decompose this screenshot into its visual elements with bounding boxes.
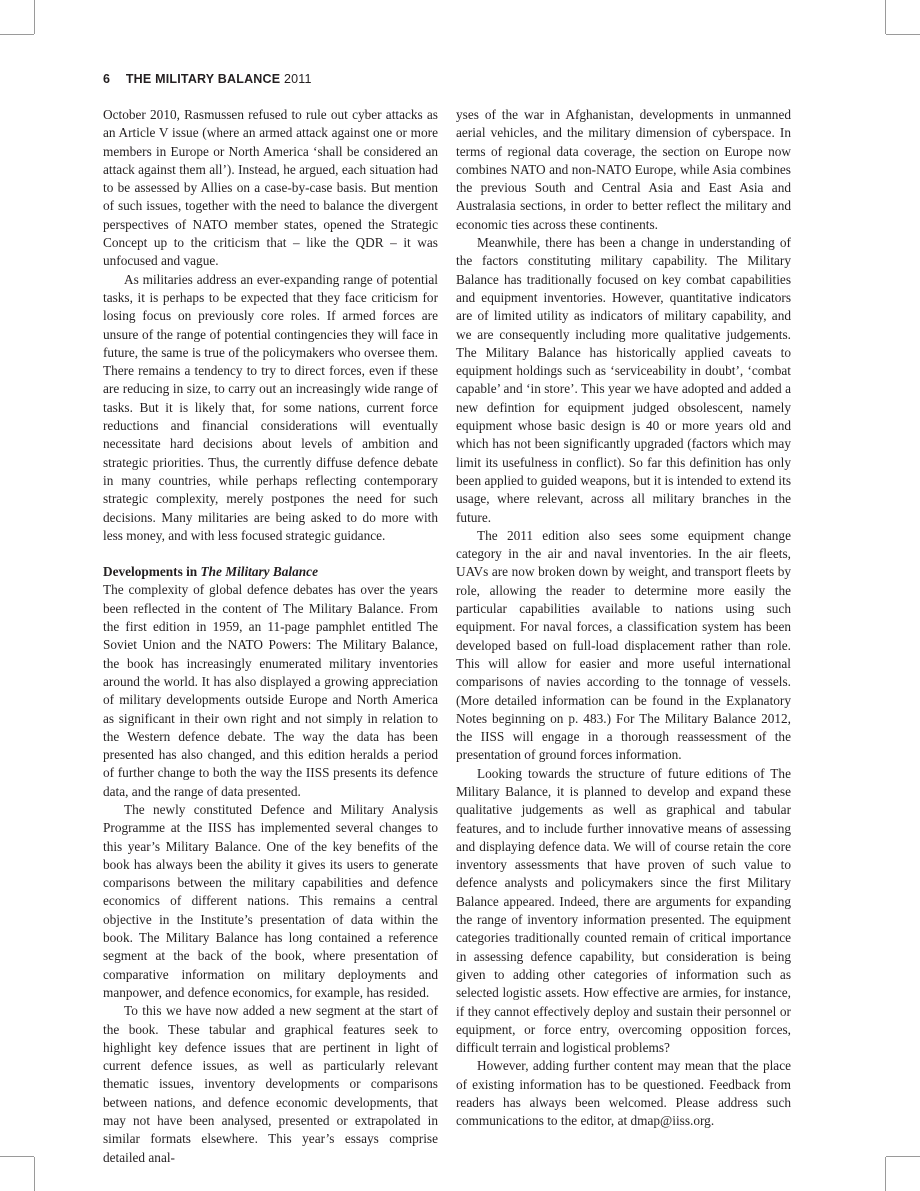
publication-year: 2011 <box>284 72 312 86</box>
paragraph: The newly constituted Defence and Military Analysis Programme at the IISS has implemented several changes to this year’s Military Balance. One of the key benefits of the book has always been the ability it gives its users to generate comparisons between the military capabilities and defence economics of different nations. This remains a central objective in the Institute’s presentation of data within the book. The Military Balance has long contained a reference segment at the back of the book, where presentation of comparative information on military deployments and manpower, and defence economics, for example, has resided. <box>103 801 438 1000</box>
section-heading <box>103 563 438 581</box>
page-number: 6 <box>103 72 111 86</box>
crop-mark-top-right <box>885 0 886 34</box>
paragraph: The complexity of global defence debates has over the years been reflected in the content of The Military Balance. From the first edition in 1959, an 11-page pamphlet entitled The Soviet Union and the NATO Powers: The Military Balance, the book has increasingly enumerated military inventories around the world. It has also displayed a growing appreciation of military developments outside Europe and North America as significant in their own right and not simply in relation to the Western defence debate. The way the data has been presented has also changed, and this edition heralds a period of further change to both the way the IISS presents its defence data, and the range of data presented. <box>103 582 438 799</box>
left-column <box>103 106 438 1167</box>
paragraph: Looking towards the structure of future editions of The Military Balance, it is planned to develop and expand these qualitative judgements as well as graphical and tabular features, and to include further innovative means of assessing and displaying defence data. We will of course retain the core inventory assessments that have proven of such value to defence analysts and policymakers since the first Military Balance appeared. Indeed, there are arguments for expanding the range of inventory information presented. The equipment categories traditionally counted remain of critical importance in assessing defence capability, but consideration is being given to adding other categories of information such as selected logistic assets. How effective are armies, for instance, if they cannot effectively deploy and sustain their personnel or equipment, or force entry, overcoming opposition forces, difficult terrain and logistical problems? <box>456 765 791 1056</box>
crop-mark-top-left-h <box>0 34 34 35</box>
right-column <box>456 106 791 1131</box>
paragraph: The 2011 edition also sees some equipment change category in the air and naval inventories. In the air fleets, UAVs are now broken down by weight, and transport fleets by role, allowing the reader to determine more easily the particular capabilities available to nations using such equipment. For naval forces, a classification system has been developed based on full-load displacement rather than role. This will allow for easier and more useful international comparisons of navies according to the tonnage of vessels. (More detailed information can be found in the Explanatory Notes beginning on p. 483.) For The Military Balance 2012, the IISS will engage in a thorough reassessment of the presentation of ground forces information. <box>456 527 791 763</box>
paragraph: Meanwhile, there has been a change in understanding of the factors constituting military capability. The Military Balance has traditionally focused on key combat capabilities and equipment inventories. However, quantitative indicators are of limited utility as indicators of military capability, and we are consequently including more qualitative judgements. The Military Balance has historically applied caveats to equipment holdings such as ‘serviceability in doubt’, ‘combat capable’ and ‘in store’. This year we have adopted and added a new defintion for equipment judged obsolescent, namely equipment whose basic design is 40 or more years old and which has not been significantly upgraded (factors which may limit its usefulness in conflict). So far this definition has only been applied to guided weapons, but it is intended to extend its usage, where relevant, across all military branches in the future. <box>456 235 791 525</box>
crop-mark-bottom-right <box>885 1157 886 1191</box>
crop-mark-top-left <box>34 0 35 34</box>
paragraph: To this we have now added a new segment at the start of the book. These tabular and graphical features seek to highlight key defence issues that are pertinent in light of current defence issues, as well as particularly relevant thematic issues, inventory developments or comparisons between nations, and defence economic developments, that may not have been analysed, presented or extrapolated in similar formats elsewhere. This year’s essays comprise detailed anal- <box>103 1003 438 1165</box>
paragraph: However, adding further content may mean that the place of existing information has to be questioned. Feedback from readers has always been welcomed. Please address such communications to the editor, at dmap@iiss.org. <box>456 1058 791 1129</box>
running-head <box>103 72 312 86</box>
section-heading-italic: The Military Balance <box>200 564 318 580</box>
section-heading-text: Developments in <box>103 564 201 580</box>
paragraph: As militaries address an ever-expanding range of potential tasks, it is perhaps to be expected that they face criticism for losing focus on previously core roles. If armed forces are unsure of the range of potential contingencies they will face in future, the same is true of the policymakers who oversee them. There remains a tendency to try to direct forces, even if these are reducing in size, to carry out an increasingly wide range of tasks. But it is likely that, for some nations, current force reductions and financial considerations will eventually necessitate hard decisions about levels of ambition and strategic priorities. Thus, the currently diffuse defence debate in many countries, while perhaps reflecting contemporary strategic complexity, merely postpones the need for such decisions. Many militaries are being asked to do more with less money, and with less focused strategic guidance. <box>103 271 438 543</box>
crop-mark-top-right-h <box>886 34 920 35</box>
publication-title: THE MILITARY BALANCE <box>125 72 281 86</box>
crop-mark-bottom-left-h <box>0 1156 34 1157</box>
crop-mark-bottom-left <box>34 1157 35 1191</box>
paragraph: October 2010, Rasmussen refused to rule out cyber attacks as an Article V issue (where an armed attack against one or more members in Europe or North America ‘shall be considered an attack against them all’). Instead, he argued, each situation had to be assessed by Allies on a case-by-case basis. But mention of such issues, together with the need to balance the divergent perspectives of NATO member states, opened the Strategic Concept up to the criticism that – like the QDR – it was unfocused and vague. <box>103 107 438 269</box>
paragraph: yses of the war in Afghanistan, developments in unmanned aerial vehicles, and the military dimension of cyberspace. In terms of regional data coverage, the section on Europe now combines NATO and non-NATO Europe, while Asia combines the previous South and Central Asia and East Asia and Australasia sections, in order to better reflect the military and economic ties across these continents. <box>456 107 791 232</box>
crop-mark-bottom-right-h <box>886 1156 920 1157</box>
